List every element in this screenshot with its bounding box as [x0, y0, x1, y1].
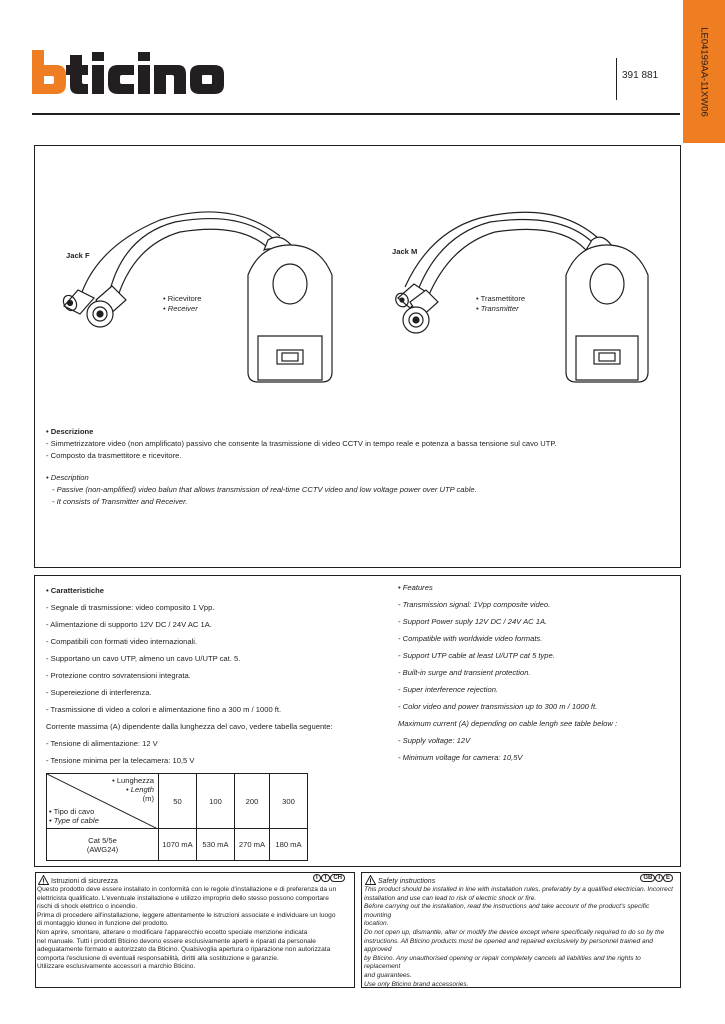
safety-line-en: and guarantees.: [364, 971, 412, 979]
feature-item-it: - Supereiezione di interferenza.: [46, 688, 152, 697]
safety-line-it: elettricista qualificato. L'eventuale installazione e utilizzo improprio dello stesso possono comportare: [37, 894, 329, 902]
cable-type-cell: [47, 829, 159, 861]
feature-item-it: - Tensione minima per la telecamera: 10,5 V: [46, 756, 195, 765]
document-code: LE04199AA-11XW06: [698, 27, 710, 117]
safety-line-it: Prima di procedere all'installazione, leggere attentamente le istruzioni associate e individuare un luogo: [37, 911, 336, 919]
description-title-it: • Descrizione: [46, 427, 94, 436]
receiver-label: [163, 294, 202, 314]
current-cell: 270 mA: [235, 829, 270, 861]
country-flag-it: I: [313, 874, 321, 882]
safety-line-it: Questo prodotto deve essere installato in conformità con le regole d'installazione e di preferenza da un: [37, 886, 337, 893]
receiver-label-en: • Receiver: [163, 304, 198, 313]
feature-item-en: - Minimum voltage for camera: 10,5V: [398, 753, 523, 762]
safety-line-en: Before carrying out the installation, read the instructions and take account of the product's specific mounting: [364, 903, 650, 919]
features-title-it: • Caratteristiche: [46, 586, 104, 595]
country-flag-it: T: [321, 874, 331, 882]
length-cell: 100: [197, 774, 235, 829]
warning-icon: [38, 875, 49, 885]
safety-line-en: by Bticino. Any unauthorised opening or repair completely cancels all liabilities and the rights to replacement: [364, 954, 641, 971]
jack-f-label: Jack F: [66, 251, 90, 260]
current-cell: 1070 mA: [159, 829, 197, 861]
country-flag-en: E: [663, 874, 673, 882]
safety-it: [37, 874, 351, 972]
safety-en: [364, 874, 677, 989]
description-line-en: - It consists of Transmitter and Receiver.: [52, 497, 188, 506]
current-cell: 180 mA: [270, 829, 308, 861]
safety-line-it: Non aprire, smontare, alterare o modificare l'apparecchio eccetto speciale menzione indicata: [37, 928, 308, 936]
product-code: 391 881: [622, 70, 659, 81]
safety-title-it: Istruzioni di sicurezza: [51, 878, 118, 885]
feature-item-it: - Tensione di alimentazione: 12 V: [46, 739, 158, 748]
receiver-label-it: • Ricevitore: [163, 294, 202, 303]
warning-icon: [365, 875, 376, 885]
type-header-en: • Type of cable: [49, 816, 99, 825]
feature-item-it: - Compatibili con formati video internazionali.: [46, 637, 198, 646]
safety-title-en: Safety instructions: [378, 878, 436, 885]
feature-item-en: - Supply voltage: 12V: [398, 736, 471, 745]
safety-line-it: nel manuale. Tutti i prodotti Bticino devono essere esclusivamente aperti e riparati da personale: [37, 937, 316, 945]
feature-item-en: - Transmission signal: 1Vpp composite video.: [398, 600, 551, 609]
safety-line-en: Do not open up, dismantle, alter or modify the device except where specifically required to do so by the: [364, 928, 665, 936]
safety-line-it: adeguatamente formato e autorizzato da Bticino. Qualsivoglia apertura o riparazione non autorizzata: [37, 946, 331, 954]
safety-line-it: rischi di shock elettrico o incendio.: [37, 903, 138, 911]
country-flag-it: CH: [330, 874, 345, 882]
features-title-en: • Features: [398, 583, 433, 592]
feature-item-en: - Color video and power transmission up to 300 m / 1000 ft.: [398, 702, 598, 711]
feature-item-en: Maximum current (A) depending on cable lengh see table below :: [398, 719, 618, 728]
safety-line-it: di montaggio idoneo in funzione del prodotto.: [37, 920, 169, 928]
length-cell: 200: [235, 774, 270, 829]
safety-line-it: comporta l'esclusione di eventuali responsabilità, diritti alla sostituzione e garanzie.: [37, 954, 279, 962]
description-title-en: • Description: [46, 473, 89, 482]
safety-line-en: Use only Bticino brand accessories.: [364, 980, 469, 988]
safety-line-en: This product should be installed in line with installation rules, preferably by a qualified electrician. Incorrect: [364, 886, 673, 893]
transmitter-label-en: • Transmitter: [476, 304, 519, 313]
description-section: [46, 426, 666, 508]
cable-type-name: Cat 5/5e: [88, 835, 117, 845]
length-unit: (m): [142, 794, 154, 803]
country-flag-en: GB: [640, 874, 655, 882]
safety-line-en: instructions. All Bticino products must be opened and repaired exclusively by personnel trained and approved: [364, 937, 653, 954]
feature-item-en: - Support UTP cable at least U/UTP cat 5 type.: [398, 651, 555, 660]
safety-line-en: installation and use can lead to risk of electric shock or fire.: [364, 894, 537, 902]
description-line-en: - Passive (non-amplified) video balun that allows transmission of real-time CCTV video and low voltage power over UTP cable.: [52, 485, 477, 494]
cable-type-gauge: (AWG24): [86, 844, 119, 854]
safety-line-en: location.: [364, 920, 389, 928]
description-line-it: - Composto da trasmettitore e ricevitore.: [46, 451, 182, 460]
feature-item-it: - Protezione contro sovratensioni integrata.: [46, 671, 191, 680]
transmitter-label-it: • Trasmettitore: [476, 294, 526, 303]
type-header-it: • Tipo di cavo: [49, 807, 95, 816]
table-corner-cell: [47, 774, 159, 829]
feature-item-it: - Supportano un cavo UTP, almeno un cavo U/UTP cat. 5.: [46, 654, 241, 663]
description-line-it: - Simmetrizzatore video (non amplificato) passivo che consente la trasmissione di video CCTV in tempo reale e potenza a bassa tensione sul cavo UTP.: [46, 439, 557, 448]
current-table: [46, 773, 308, 861]
feature-item-it: Corrente massima (A) dipendente dalla lunghezza del cavo, vedere tabella seguente:: [46, 722, 333, 731]
feature-item-it: - Segnale di trasmissione: video composito 1 Vpp.: [46, 603, 215, 612]
length-cell: 50: [159, 774, 197, 829]
feature-item-en: - Compatible with worldwide video formats.: [398, 634, 543, 643]
current-cell: 530 mA: [197, 829, 235, 861]
length-cell: 300: [270, 774, 308, 829]
feature-item-en: - Built-in surge and transient protection.: [398, 668, 531, 677]
feature-item-it: - Trasmissione di video a colori e alimentazione fino a 300 m / 1000 ft.: [46, 705, 282, 714]
jack-m-label: Jack M: [392, 247, 418, 256]
features-it: [46, 586, 366, 776]
transmitter-label: [476, 294, 525, 314]
length-header-en: • Length: [126, 785, 154, 794]
safety-line-it: Utilizzare esclusivamente accessori a marchio Bticino.: [37, 963, 196, 971]
feature-item-en: - Support Power suply 12V DC / 24V AC 1A.: [398, 617, 548, 626]
features-en: [398, 583, 668, 773]
feature-item-en: - Super interference rejection.: [398, 685, 499, 694]
country-flag-en: I: [655, 874, 663, 882]
length-header-it: • Lunghezza: [112, 776, 154, 785]
feature-item-it: - Alimentazione di supporto 12V DC / 24V AC 1A.: [46, 620, 212, 629]
